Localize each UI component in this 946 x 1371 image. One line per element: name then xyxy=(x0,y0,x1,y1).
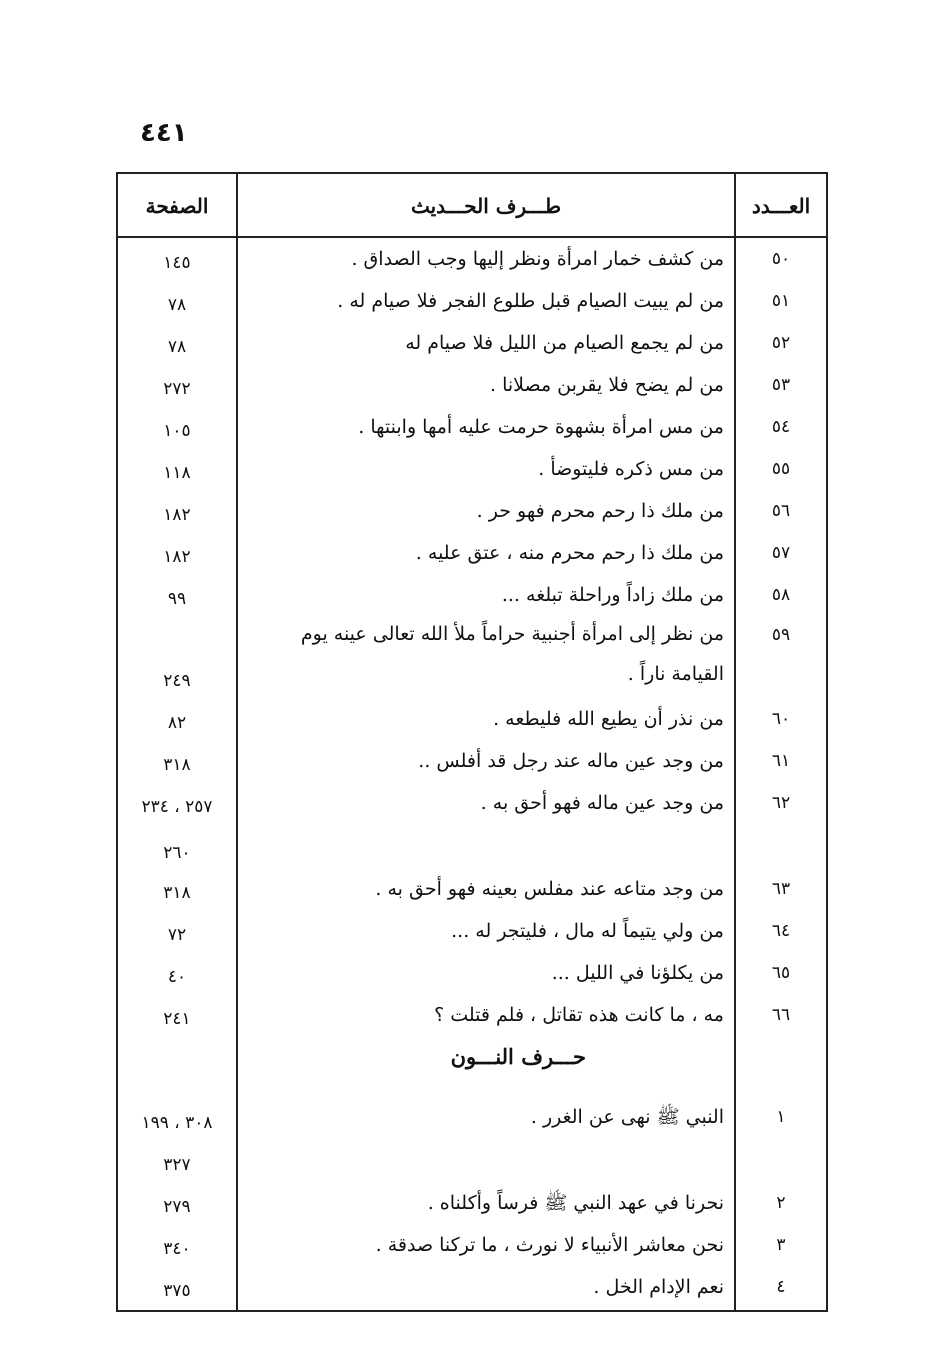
row-number: ٥٥ xyxy=(771,459,791,479)
row-number: ٥٤ xyxy=(771,417,791,437)
row-page: ١١٨ xyxy=(163,463,191,483)
row-page: ٧٨ xyxy=(167,295,187,315)
row-number: ٥١ xyxy=(771,291,791,311)
row-text: مه ، ما كانت هذه تقاتل ، فلم قتلت ؟ xyxy=(434,1004,724,1026)
row-number: ٦٥ xyxy=(771,963,791,983)
row-text: من ملك ذا رحم محرم منه ، عتق عليه . xyxy=(415,542,724,564)
table-header xyxy=(118,174,826,238)
row-number: ٥٩ xyxy=(771,625,791,645)
row-text: من لم يبيت الصيام قبل طلوع الفجر فلا صيام له . xyxy=(337,290,724,312)
row-number: ٥٦ xyxy=(771,501,791,521)
column-divider xyxy=(236,174,238,1310)
row-number: ١ xyxy=(776,1107,786,1127)
row-text: نحرنا في عهد النبي ﷺ فرساً وأكلناه . xyxy=(427,1192,724,1214)
row-text: من وجد عين ماله عند رجل قد أفلس .. xyxy=(418,750,724,772)
row-page: ٤٠ xyxy=(167,967,187,987)
row-text: من لم يجمع الصيام من الليل فلا صيام له xyxy=(405,332,724,354)
row-text: من وجد عين ماله فهو أحق به . xyxy=(480,792,724,814)
row-number: ٣ xyxy=(776,1235,786,1255)
row-number: ٥٨ xyxy=(771,585,791,605)
row-page: ٧٢ xyxy=(167,925,187,945)
row-page: ٣٢٧ xyxy=(163,1155,191,1175)
section-heading: حـــرف النـــون xyxy=(450,1044,586,1069)
row-text: من ملك زاداً وراحلة تبلغه ... xyxy=(501,584,724,606)
row-number: ٦٠ xyxy=(771,709,791,729)
header-number: العـــدد xyxy=(751,194,811,218)
page-number: ٤٤١ xyxy=(140,118,188,148)
row-text: من وجد متاعه عند مفلس بعينه فهو أحق به . xyxy=(375,878,724,900)
row-text: من يكلؤنا في الليل ... xyxy=(551,962,724,984)
table-row xyxy=(118,614,826,698)
row-number: ٥٠ xyxy=(771,249,791,269)
row-number: ٤ xyxy=(776,1277,786,1297)
row-page: ٣٠٨ ، ١٩٩ xyxy=(141,1113,213,1133)
row-text: من كشف خمار امرأة ونظر إليها وجب الصداق . xyxy=(351,248,724,270)
row-page: ٢٦٠ xyxy=(163,843,191,863)
header-hadith-text: طـــرف الحـــديث xyxy=(410,194,562,218)
row-page: ٧٨ xyxy=(167,337,187,357)
hadith-index-table xyxy=(116,172,828,1312)
row-text: من ملك ذا رحم محرم فهو حر . xyxy=(476,500,724,522)
row-page: ٢٤١ xyxy=(163,1009,191,1029)
row-page: ١٠٥ xyxy=(163,421,191,441)
row-page: ٩٩ xyxy=(167,589,187,609)
row-text: من نذر أن يطيع الله فليطعه . xyxy=(493,708,724,730)
row-number: ٦٦ xyxy=(771,1005,791,1025)
row-number: ٦٤ xyxy=(771,921,791,941)
row-page: ٣١٨ xyxy=(163,883,191,903)
row-page: ٣٧٥ xyxy=(163,1281,191,1301)
row-text: من ولي يتيماً له مال ، فليتجر له ... xyxy=(451,920,724,942)
row-page: ٢٥٧ ، ٢٣٤ xyxy=(141,797,213,817)
row-number: ٥٣ xyxy=(771,375,791,395)
row-number: ٦١ xyxy=(771,751,791,771)
row-page: ١٨٢ xyxy=(163,505,191,525)
row-page: ١٨٢ xyxy=(163,547,191,567)
row-number: ٢ xyxy=(776,1193,786,1213)
row-page: ٢٤٩ xyxy=(163,671,191,691)
row-page: ٢٧٩ xyxy=(163,1197,191,1217)
row-text: من مس ذكره فليتوضأ . xyxy=(538,458,724,480)
row-text: نعم الإدام الخل . xyxy=(593,1276,724,1298)
row-text: النبي ﷺ نهى عن الغرر . xyxy=(530,1106,724,1128)
row-text: من لم يضح فلا يقربن مصلانا . xyxy=(489,374,724,396)
row-page: ٢٧٢ xyxy=(163,379,191,399)
row-page: ٣٤٠ xyxy=(163,1239,191,1259)
row-page: ١٤٥ xyxy=(163,253,191,273)
row-number: ٦٢ xyxy=(771,793,791,813)
row-page: ٣١٨ xyxy=(163,755,191,775)
row-text: من نظر إلى امرأة أجنبية حراماً ملأ الله تعالى عينه يوم القيامة ناراً . xyxy=(300,623,724,685)
row-number: ٦٣ xyxy=(771,879,791,899)
row-text: من مس امرأة بشهوة حرمت عليه أمها وابنتها . xyxy=(358,416,724,438)
row-number: ٥٢ xyxy=(771,333,791,353)
row-page: ٨٢ xyxy=(167,713,187,733)
header-page: الصفحة xyxy=(145,194,209,218)
row-number: ٥٧ xyxy=(771,543,791,563)
row-text: نحن معاشر الأنبياء لا نورث ، ما تركنا صدقة . xyxy=(375,1234,724,1256)
